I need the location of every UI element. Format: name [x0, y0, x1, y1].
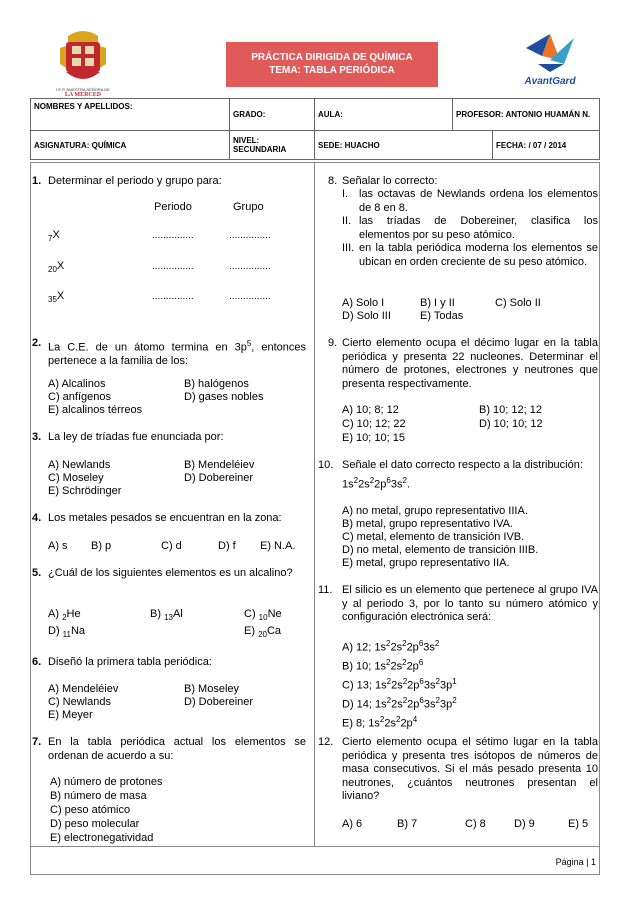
- q12-option-b[interactable]: B) 7: [397, 818, 418, 830]
- q11-option-d[interactable]: D) 14; $1s^22s^22p^63s^23p^2$: [342, 696, 457, 711]
- q1-row3-periodo[interactable]: ...............: [152, 291, 194, 302]
- q7-option-a[interactable]: A) número de protones: [50, 776, 163, 788]
- level-field: NIVEL: SECUNDARIA: [230, 131, 315, 160]
- q4-option-e[interactable]: E) N.A.: [260, 540, 296, 552]
- q11-option-c[interactable]: C) 13; $1s^22s^22p^63s^23p^1$: [342, 677, 457, 692]
- q8-option-b[interactable]: B) I y II: [420, 297, 455, 309]
- q10-option-a[interactable]: A) no metal, grupo representativo IIIA.: [342, 505, 528, 517]
- school-subname: I.E.P. NUESTRA SEÑORA DE: [56, 87, 110, 92]
- subject-field: ASIGNATURA: QUÍMICA: [31, 131, 230, 160]
- q12-option-a[interactable]: A) 6: [342, 818, 363, 830]
- q9-option-a[interactable]: A) 10; 8; 12: [342, 404, 399, 416]
- title-line-1: PRÁCTICA DIRIGIDA DE QUÍMICA: [251, 52, 413, 63]
- q6-option-a[interactable]: A) Mendeléiev: [48, 683, 119, 695]
- q4-number: 4.: [32, 512, 42, 524]
- q6-option-b[interactable]: B) Moseley: [184, 683, 240, 695]
- q10-configuration: $1s^22s^22p^63s^2$.: [342, 476, 410, 491]
- q2-option-d[interactable]: D) gases nobles: [184, 391, 264, 403]
- q8-stmt-iii: en la tabla periódica moderna los elementos se ubican en orden creciente de su peso atómico.: [359, 242, 598, 268]
- left-column: [32, 0, 310, 903]
- q2-text: La C.E. de un átomo termina en $3p^5$, entonces pertenece a la familia de los:: [48, 339, 306, 368]
- q5-option-e[interactable]: E) $_{20}$Ca: [244, 625, 282, 640]
- q8-number: 8.: [328, 175, 338, 187]
- q4-option-c[interactable]: C) d: [161, 540, 182, 552]
- right-column: [318, 0, 602, 903]
- q7-option-e[interactable]: E) electronegatividad: [50, 832, 154, 844]
- q6-text: Diseñó la primera tabla periódica:: [48, 656, 212, 668]
- q8-stmt-ii-num: II.: [342, 215, 352, 227]
- school-name: LA MERCED: [64, 92, 102, 98]
- q6-option-d[interactable]: D) Dobereiner: [184, 696, 254, 708]
- q10-option-b[interactable]: B) metal, grupo representativo IVA.: [342, 518, 513, 530]
- q12-option-d[interactable]: D) 9: [514, 818, 535, 830]
- q8-text: Señalar lo correcto:: [342, 175, 438, 187]
- q4-text: Los metales pesados se encuentran en la zona:: [48, 512, 282, 524]
- q9-number: 9.: [328, 337, 338, 349]
- q6-option-c[interactable]: C) Newlands: [48, 696, 111, 708]
- q8-stmt-i-num: I.: [342, 188, 349, 200]
- q6-number: 6.: [32, 656, 42, 668]
- q7-option-b[interactable]: B) número de masa: [50, 790, 147, 802]
- q10-option-e[interactable]: E) metal, grupo representativo IIA.: [342, 557, 510, 569]
- q2-option-b[interactable]: B) halógenos: [184, 378, 249, 390]
- q1-periodo-header: Periodo: [154, 201, 192, 213]
- grade-field[interactable]: GRADO:: [230, 99, 315, 131]
- q8-option-a[interactable]: A) Solo I: [342, 297, 385, 309]
- q12-number: 12.: [318, 736, 334, 748]
- q4-option-d[interactable]: D) f: [218, 540, 236, 552]
- q3-option-a[interactable]: A) Newlands: [48, 459, 111, 471]
- campus-field: SEDE: HUACHO: [315, 131, 493, 160]
- q10-text: Señale el dato correcto respecto a la distribución:: [342, 459, 583, 471]
- q8-stmt-iii-num: III.: [342, 242, 355, 254]
- q5-text: ¿Cuál de los siguientes elementos es un alcalino?: [48, 567, 293, 579]
- q3-option-b[interactable]: B) Mendeléiev: [184, 459, 255, 471]
- q2-option-e[interactable]: E) alcalinos térreos: [48, 404, 143, 416]
- q7-text: En la tabla periódica actual los elementos se ordenan de acuerdo a su:: [48, 736, 306, 762]
- q10-option-d[interactable]: D) no metal, elemento de transición IIIB.: [342, 544, 539, 556]
- q3-option-c[interactable]: C) Moseley: [48, 472, 104, 484]
- q5-option-a[interactable]: A) $_2$He: [48, 608, 81, 623]
- q1-row3-grupo[interactable]: ...............: [229, 291, 271, 302]
- q12-option-e[interactable]: E) 5: [568, 818, 589, 830]
- column-divider: [314, 162, 315, 847]
- q2-option-a[interactable]: A) Alcalinos: [48, 378, 106, 390]
- q5-option-c[interactable]: C) $_{10}$Ne: [244, 608, 282, 623]
- q12-text: Cierto elemento ocupa el sétimo lugar en la tabla periódica y presenta tres isótopos de números de masa consecutivos. Si el más pesado presenta 10 neutrones, ¿cuántos neutrones presentan el liviano?: [342, 736, 598, 802]
- teacher-field: PROFESOR: ANTONIO HUAMÁN N.: [453, 99, 600, 131]
- q3-option-d[interactable]: D) Dobereiner: [184, 472, 254, 484]
- q9-option-b[interactable]: B) 10; 12; 12: [479, 404, 542, 416]
- q4-option-a[interactable]: A) s: [48, 540, 68, 552]
- q5-option-b[interactable]: B) $_{13}$Al: [150, 608, 183, 623]
- q1-row2-grupo[interactable]: ...............: [229, 261, 271, 272]
- q7-option-d[interactable]: D) peso molecular: [50, 818, 140, 830]
- q8-stmt-ii: las tríadas de Dobereiner, clasifica los elementos por su peso atómico.: [359, 215, 598, 241]
- q3-text: La ley de tríadas fue enunciada por:: [48, 431, 224, 443]
- brand-name: AvantGard: [524, 76, 576, 87]
- q8-option-d[interactable]: D) Solo III: [342, 310, 391, 322]
- q8-option-c[interactable]: C) Solo II: [495, 297, 541, 309]
- q11-option-e[interactable]: E) 8; $1s^22s^22p^4$: [342, 715, 418, 730]
- q7-option-c[interactable]: C) peso atómico: [50, 804, 131, 816]
- q7-number: 7.: [32, 736, 42, 748]
- q3-number: 3.: [32, 431, 42, 443]
- q1-row3-element: $_{35}$X: [48, 290, 65, 305]
- q9-option-e[interactable]: E) 10; 10; 15: [342, 432, 405, 444]
- q8-option-e[interactable]: E) Todas: [420, 310, 464, 322]
- title-line-2: TEMA: TABLA PERIÓDICA: [269, 65, 395, 76]
- q1-number: 1.: [32, 175, 42, 187]
- q1-text: Determinar el periodo y grupo para:: [48, 175, 222, 187]
- q9-option-d[interactable]: D) 10; 10; 12: [479, 418, 543, 430]
- q1-row1-grupo[interactable]: ...............: [229, 230, 271, 241]
- q11-text: El silicio es un elemento que pertenece al grupo IVA y al periodo 3, por lo tanto su número atómico y configuración electrónica será:: [342, 584, 598, 623]
- q9-option-c[interactable]: C) 10; 12; 22: [342, 418, 406, 430]
- q5-option-d[interactable]: D) $_{11}$Na: [48, 625, 86, 640]
- q9-text: Cierto elemento ocupa el décimo lugar en la tabla periódica y presenta 22 nucleones. Determinar el número de protones, electrones y neutrones que presenta respectivamente.: [342, 337, 598, 390]
- names-field[interactable]: NOMBRES Y APELLIDOS:: [31, 99, 230, 131]
- q11-number: 11.: [318, 584, 333, 596]
- q1-row1-element: $_7$X: [48, 229, 60, 244]
- q1-row2-element: $_{20}$X: [48, 260, 65, 275]
- q12-option-c[interactable]: C) 8: [465, 818, 486, 830]
- classroom-field[interactable]: AULA:: [315, 99, 453, 131]
- q2-option-c[interactable]: C) anfígenos: [48, 391, 111, 403]
- q5-number: 5.: [32, 567, 42, 579]
- date-field[interactable]: FECHA: / 07 / 2014: [493, 131, 600, 160]
- q11-option-b[interactable]: B) 10; $1s^22s^22p^6$: [342, 658, 424, 673]
- page-number: Página | 1: [555, 857, 596, 867]
- q2-number: 2.: [32, 337, 42, 349]
- q1-row2-periodo[interactable]: ...............: [152, 261, 194, 272]
- q10-number: 10.: [318, 459, 334, 471]
- q4-option-b[interactable]: B) p: [91, 540, 112, 552]
- q1-row1-periodo[interactable]: ...............: [152, 230, 194, 241]
- q1-grupo-header: Grupo: [233, 201, 264, 213]
- q10-option-c[interactable]: C) metal, elemento de transición IVB.: [342, 531, 525, 543]
- q8-stmt-i: las octavas de Newlands ordena los elementos de 8 en 8.: [359, 188, 598, 214]
- q3-option-e[interactable]: E) Schrödinger: [48, 485, 122, 497]
- q11-option-a[interactable]: A) 12; $1s^22s^22p^63s^2$: [342, 639, 440, 654]
- q6-option-e[interactable]: E) Meyer: [48, 709, 93, 721]
